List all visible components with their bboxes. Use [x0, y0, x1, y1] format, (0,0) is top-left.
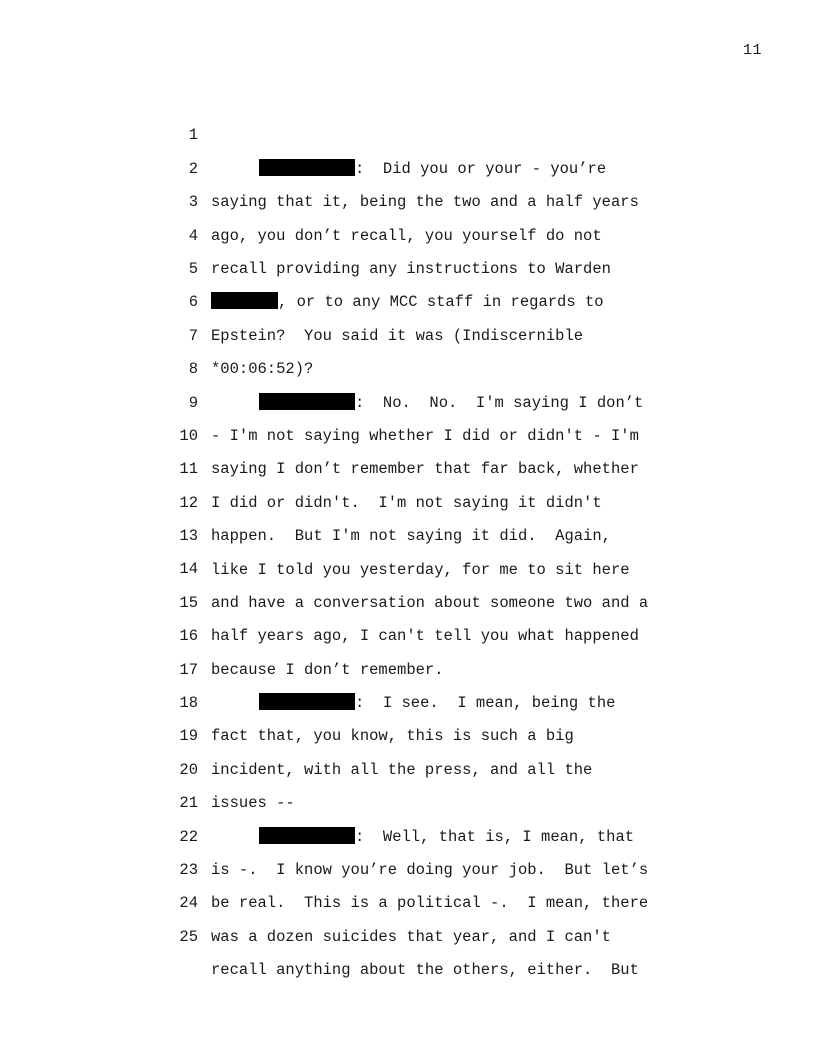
line-content: , or to any MCC staff in regards to [278, 293, 604, 312]
line-text: saying I don’t remember that far back, whether [211, 460, 639, 479]
line-text: *00:06:52)? [211, 360, 314, 379]
line-text: incident, with all the press, and all the [211, 760, 593, 779]
line-text: and have a conversation about someone two and a [211, 593, 649, 612]
line-number: 16 [179, 627, 198, 646]
line-text: - I'm not saying whether I did or didn't - I'm [211, 426, 639, 445]
line-content: : Did you or your - you’re [355, 159, 607, 178]
page-number: 11 [742, 42, 762, 59]
line-number: 15 [179, 593, 198, 612]
line-number: 9 [188, 393, 198, 412]
line-number: 6 [188, 293, 198, 312]
line-number: 2 [188, 159, 198, 178]
line-number: 10 [179, 426, 198, 445]
line-text: was a dozen suicides that year, and I can't [211, 927, 611, 946]
line-number: 24 [179, 894, 198, 913]
line-number: 20 [179, 760, 198, 779]
line-text: is -. I know you’re doing your job. But let’s [211, 861, 649, 880]
line-number: 19 [179, 727, 198, 746]
line-number: 17 [179, 660, 198, 679]
line-number: 22 [179, 827, 198, 846]
line-number: 21 [179, 794, 198, 813]
line-number: 18 [179, 694, 198, 713]
line-text: happen. But I'm not saying it did. Again, [211, 527, 611, 546]
line-content: : Well, that is, I mean, that [355, 827, 635, 846]
transcript-body [0, 86, 816, 980]
line-text: be real. This is a political -. I mean, there [211, 894, 649, 913]
line-number: 5 [188, 259, 198, 278]
line-number: 7 [188, 326, 198, 345]
line-text: issues -- [211, 794, 295, 813]
line-text: fact that, you know, this is such a big [211, 727, 574, 746]
line-number: 23 [179, 861, 198, 879]
line-text: ago, you don’t recall, you yourself do not [211, 226, 602, 245]
line-text: Epstein? You said it was (Indiscernible [211, 326, 584, 345]
line-text: because I don’t remember. [211, 660, 444, 679]
line-content: : No. No. I'm saying I don’t [355, 393, 644, 412]
transcript-line [0, 86, 816, 178]
line-text: saying that it, being the two and a half years [211, 193, 639, 212]
line-number: 8 [188, 360, 198, 379]
line-number: 25 [179, 927, 198, 946]
line-text: like I told you yesterday, for me to sit here [211, 560, 630, 579]
line-number: 13 [179, 527, 198, 546]
line-number: 4 [188, 226, 198, 245]
line-text: half years ago, I can't tell you what happened [211, 627, 639, 646]
line-content: : I see. I mean, being the [355, 694, 616, 713]
line-text: recall providing any instructions to Warden [211, 259, 611, 278]
line-number: 14 [179, 560, 198, 579]
line-number: 11 [179, 460, 198, 479]
line-text: I did or didn't. I'm not saying it didn't [211, 493, 602, 512]
line-number: 1 [188, 126, 198, 145]
line-number: 12 [179, 493, 198, 512]
line-text: recall anything about the others, either. But [211, 961, 639, 980]
line-number: 3 [188, 193, 198, 212]
